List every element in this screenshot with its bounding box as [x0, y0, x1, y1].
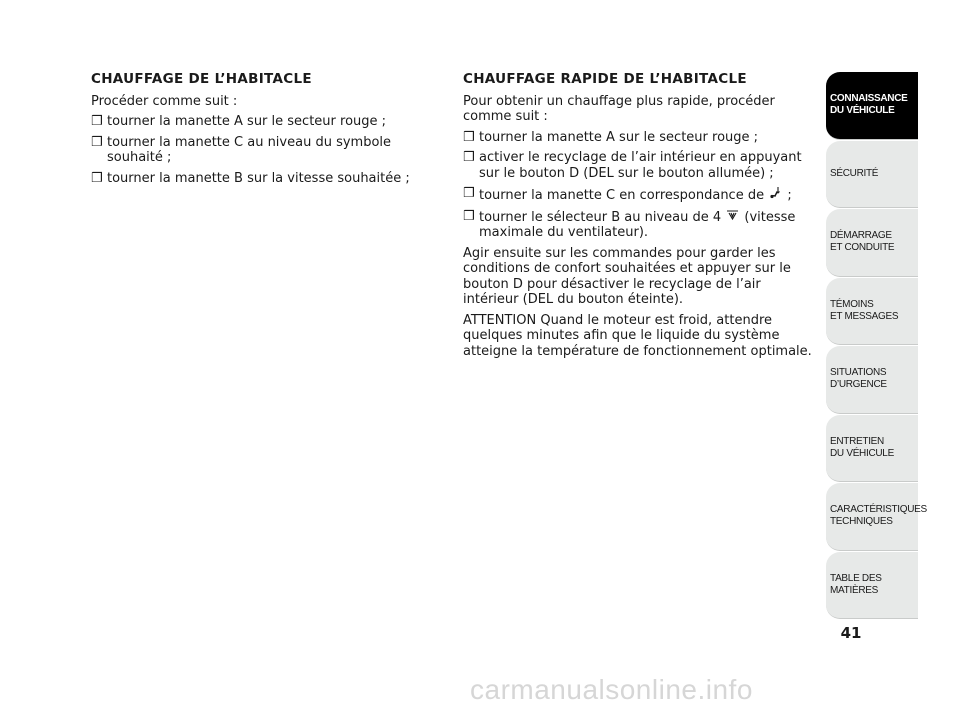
list-item: ❒ tourner le sélecteur B au niveau de 4 (vitesse maximale du ventilateur).	[463, 208, 796, 240]
bullet-box-icon: ❒	[91, 170, 103, 186]
chapter-sidebar	[826, 72, 927, 620]
bullet-box-icon: ❒	[91, 134, 103, 150]
right-column	[463, 72, 813, 364]
bullet-box-icon: ❒	[463, 150, 475, 165]
tab-table-matieres[interactable]: TABLE DES MATIÈRES	[826, 552, 918, 620]
tab-situations-urgence[interactable]: SITUATIONS D’URGENCE	[826, 346, 918, 414]
list-item: ❒ tourner la manette A sur le secteur rouge ;	[463, 129, 759, 145]
list-item: ❒ tourner la manette C en correspondance de ;	[463, 186, 792, 203]
foot-airflow-icon	[769, 186, 782, 204]
list-item: ❒ tourner la manette A sur le secteur rouge ;	[91, 114, 387, 129]
page-number: 41	[840, 624, 862, 642]
list-item: ❒ activer le recyclage de l’air intérieur en appuyant sur le bouton D (DEL sur le bouton allumée) ;	[463, 150, 802, 181]
attention-paragraph: ATTENTION Quand le moteur est froid, attendre quelques minutes afin que le liquide du système atteigne la température de fonctionnement optimale.	[463, 312, 812, 359]
section-heading-rapid-heating: CHAUFFAGE RAPIDE DE L’HABITACLE	[463, 71, 747, 87]
section-heading-heating: CHAUFFAGE DE L’HABITACLE	[91, 71, 312, 87]
list-item: ❒ tourner la manette B sur la vitesse souhaitée ;	[91, 170, 410, 186]
intro-text: Pour obtenir un chauffage plus rapide, procéder comme suit :	[463, 93, 775, 124]
bullet-box-icon: ❒	[463, 129, 475, 145]
tab-demarrage-conduite[interactable]: DÉMARRAGE ET CONDUITE	[826, 209, 918, 277]
intro-text: Procéder comme suit :	[91, 93, 238, 109]
watermark: carmanualsonline.info	[470, 674, 753, 705]
bullet-box-icon: ❒	[463, 208, 475, 224]
tab-securite[interactable]: SÉCURITÉ	[826, 141, 918, 209]
body-paragraph: Agir ensuite sur les commandes pour garder les conditions de confort souhaitées et appuyer sur le bouton D pour désactiver le recyclage de l’air intérieur (DEL du bouton éteinte).	[463, 245, 791, 307]
tab-caracteristiques-techniques[interactable]: CARACTÉRISTIQUES TECHNIQUES	[826, 483, 918, 551]
list-item: ❒ tourner la manette C au niveau du symbole souhaité ;	[91, 134, 392, 165]
bullet-box-icon: ❒	[463, 186, 475, 201]
left-column	[91, 72, 446, 191]
tab-entretien-vehicule[interactable]: ENTRETIEN DU VÉHICULE	[826, 415, 918, 483]
tab-connaissance-vehicule[interactable]: CONNAISSANCE DU VÉHICULE	[826, 72, 918, 140]
bullet-box-icon: ❒	[91, 114, 103, 129]
fan-speed-icon	[726, 209, 739, 226]
tab-temoins-messages[interactable]: TÉMOINS ET MESSAGES	[826, 278, 918, 346]
